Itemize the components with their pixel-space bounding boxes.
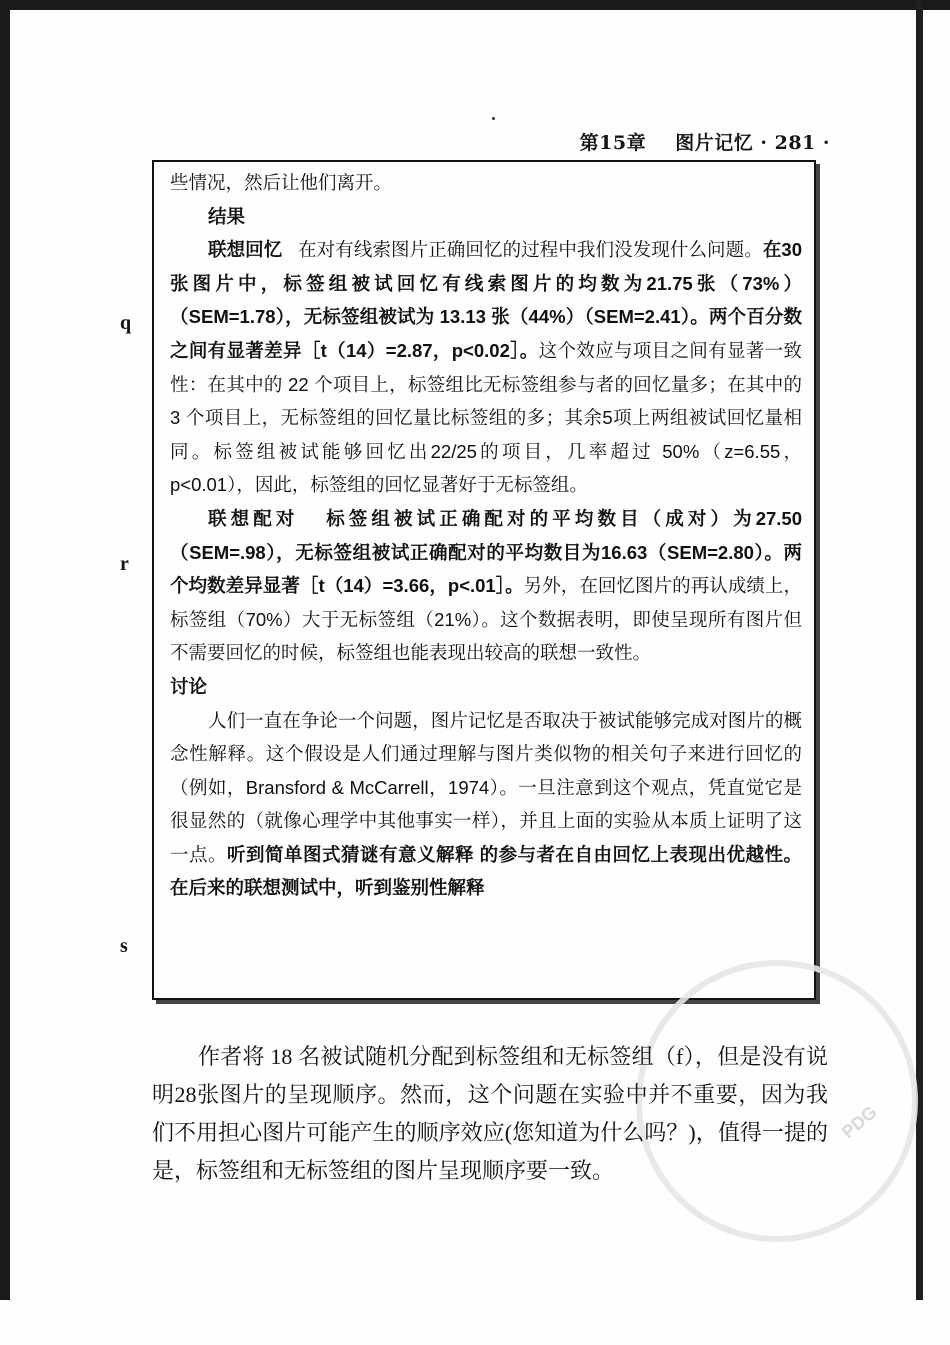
scan-top-border (0, 0, 950, 10)
discussion-paragraph (170, 704, 802, 906)
assoc-recall-text-a: 在对有线索图片正确回忆的过程中我们没发现什么问题。 (298, 239, 763, 261)
scan-left-border (0, 10, 10, 1300)
chapter-label: 第15章 (579, 132, 647, 154)
assoc-pair-text-b: 另外，在回忆图片的再认成绩上，标签组（70%）大于无标签组（21%）。这个数据表明，即使呈现所有图片但不需要回忆的时候，标签组也能表现出较高的联想一致性。 (170, 575, 802, 664)
discussion-text-a: 人们一直在争论一个问题，图片记忆是否取决于被试能够完成对图片的概念性解释。这个假设是人们通过理解与图片类似物的相关句子来进行回忆的（例如，Bransford & McCarrell，1974）。一旦注意到这个观点，凭直觉它是很显然的（就像心理学中其他事实一样），并且上面的实验从本质上证明了这一点。 (170, 709, 802, 865)
assoc-pair-paragraph (170, 502, 802, 670)
assoc-recall-text-c: 这个效应与项目之间有显著一致性：在其中的 22 个项目上，标签组比无标签组参与者的回忆量多；在其中的 3 个项目上，无标签组的回忆量比标签组的多；其余5项上两组被试回忆量相同。标签组被试能够回忆出22/25的项目，几率超过 50%（z=6.55，p<0.01），因此，标签组的回忆显著好于无标签组。 (170, 339, 802, 496)
scan-right-gap (916, 1300, 923, 1345)
watermark-label: PDG (837, 1101, 881, 1143)
assoc-pair-text-a: 标签组被试正确配对的平均数目（成对）为27.50（SEM=.98），无标签组被试正确配对的平均数目为16.63（SEM=2.80）。两个均数差异显著［t（14）=3.66，p<.01］。 (170, 507, 802, 597)
body-paragraph-block (152, 1038, 828, 1190)
assoc-recall-text-b: 在30张图片中，标签组被试回忆有线索图片的均数为21.75张（73%）（SEM=1.78），无标签组被试为 13.13 张（44%）（SEM=2.41）。两个百分数之间有显著差异［t（14）=2.87，p<0.02］。 (170, 239, 803, 361)
page-number: · 281 · (760, 132, 830, 154)
excerpt-first-line: 些情况，然后让他们离开。 (170, 172, 393, 193)
scan-speck (492, 117, 495, 120)
margin-letter-s: s (120, 935, 128, 957)
body-paragraph: 作者将 18 名被试随机分配到标签组和无标签组（f），但是没有说明28张图片的呈现顺序。然而，这个问题在实验中并不重要，因为我们不用担心图片可能产生的顺序效应(您知道为什么吗？)，值得一提的是，标签组和无标签组的图片呈现顺序要一致。 (152, 1044, 828, 1183)
margin-letter-r: r (120, 553, 129, 575)
margin-letter-q: q (120, 312, 132, 334)
assoc-recall-label: 联想回忆 (208, 239, 283, 261)
assoc-pair-label: 联想配对 (208, 507, 299, 529)
discussion-heading: 讨论 (170, 675, 208, 697)
results-heading: 结果 (208, 205, 246, 227)
assoc-recall-paragraph (170, 233, 802, 502)
excerpt-box (152, 160, 816, 1000)
excerpt-text (170, 166, 802, 905)
running-header (580, 128, 830, 155)
discussion-text-b: 听到简单图式猜谜有意义解释 的参与者在自由回忆上表现出优越性。在后来的联想测试中，听到鉴别性解释 (170, 843, 802, 899)
chapter-title: 图片记忆 (675, 132, 754, 154)
